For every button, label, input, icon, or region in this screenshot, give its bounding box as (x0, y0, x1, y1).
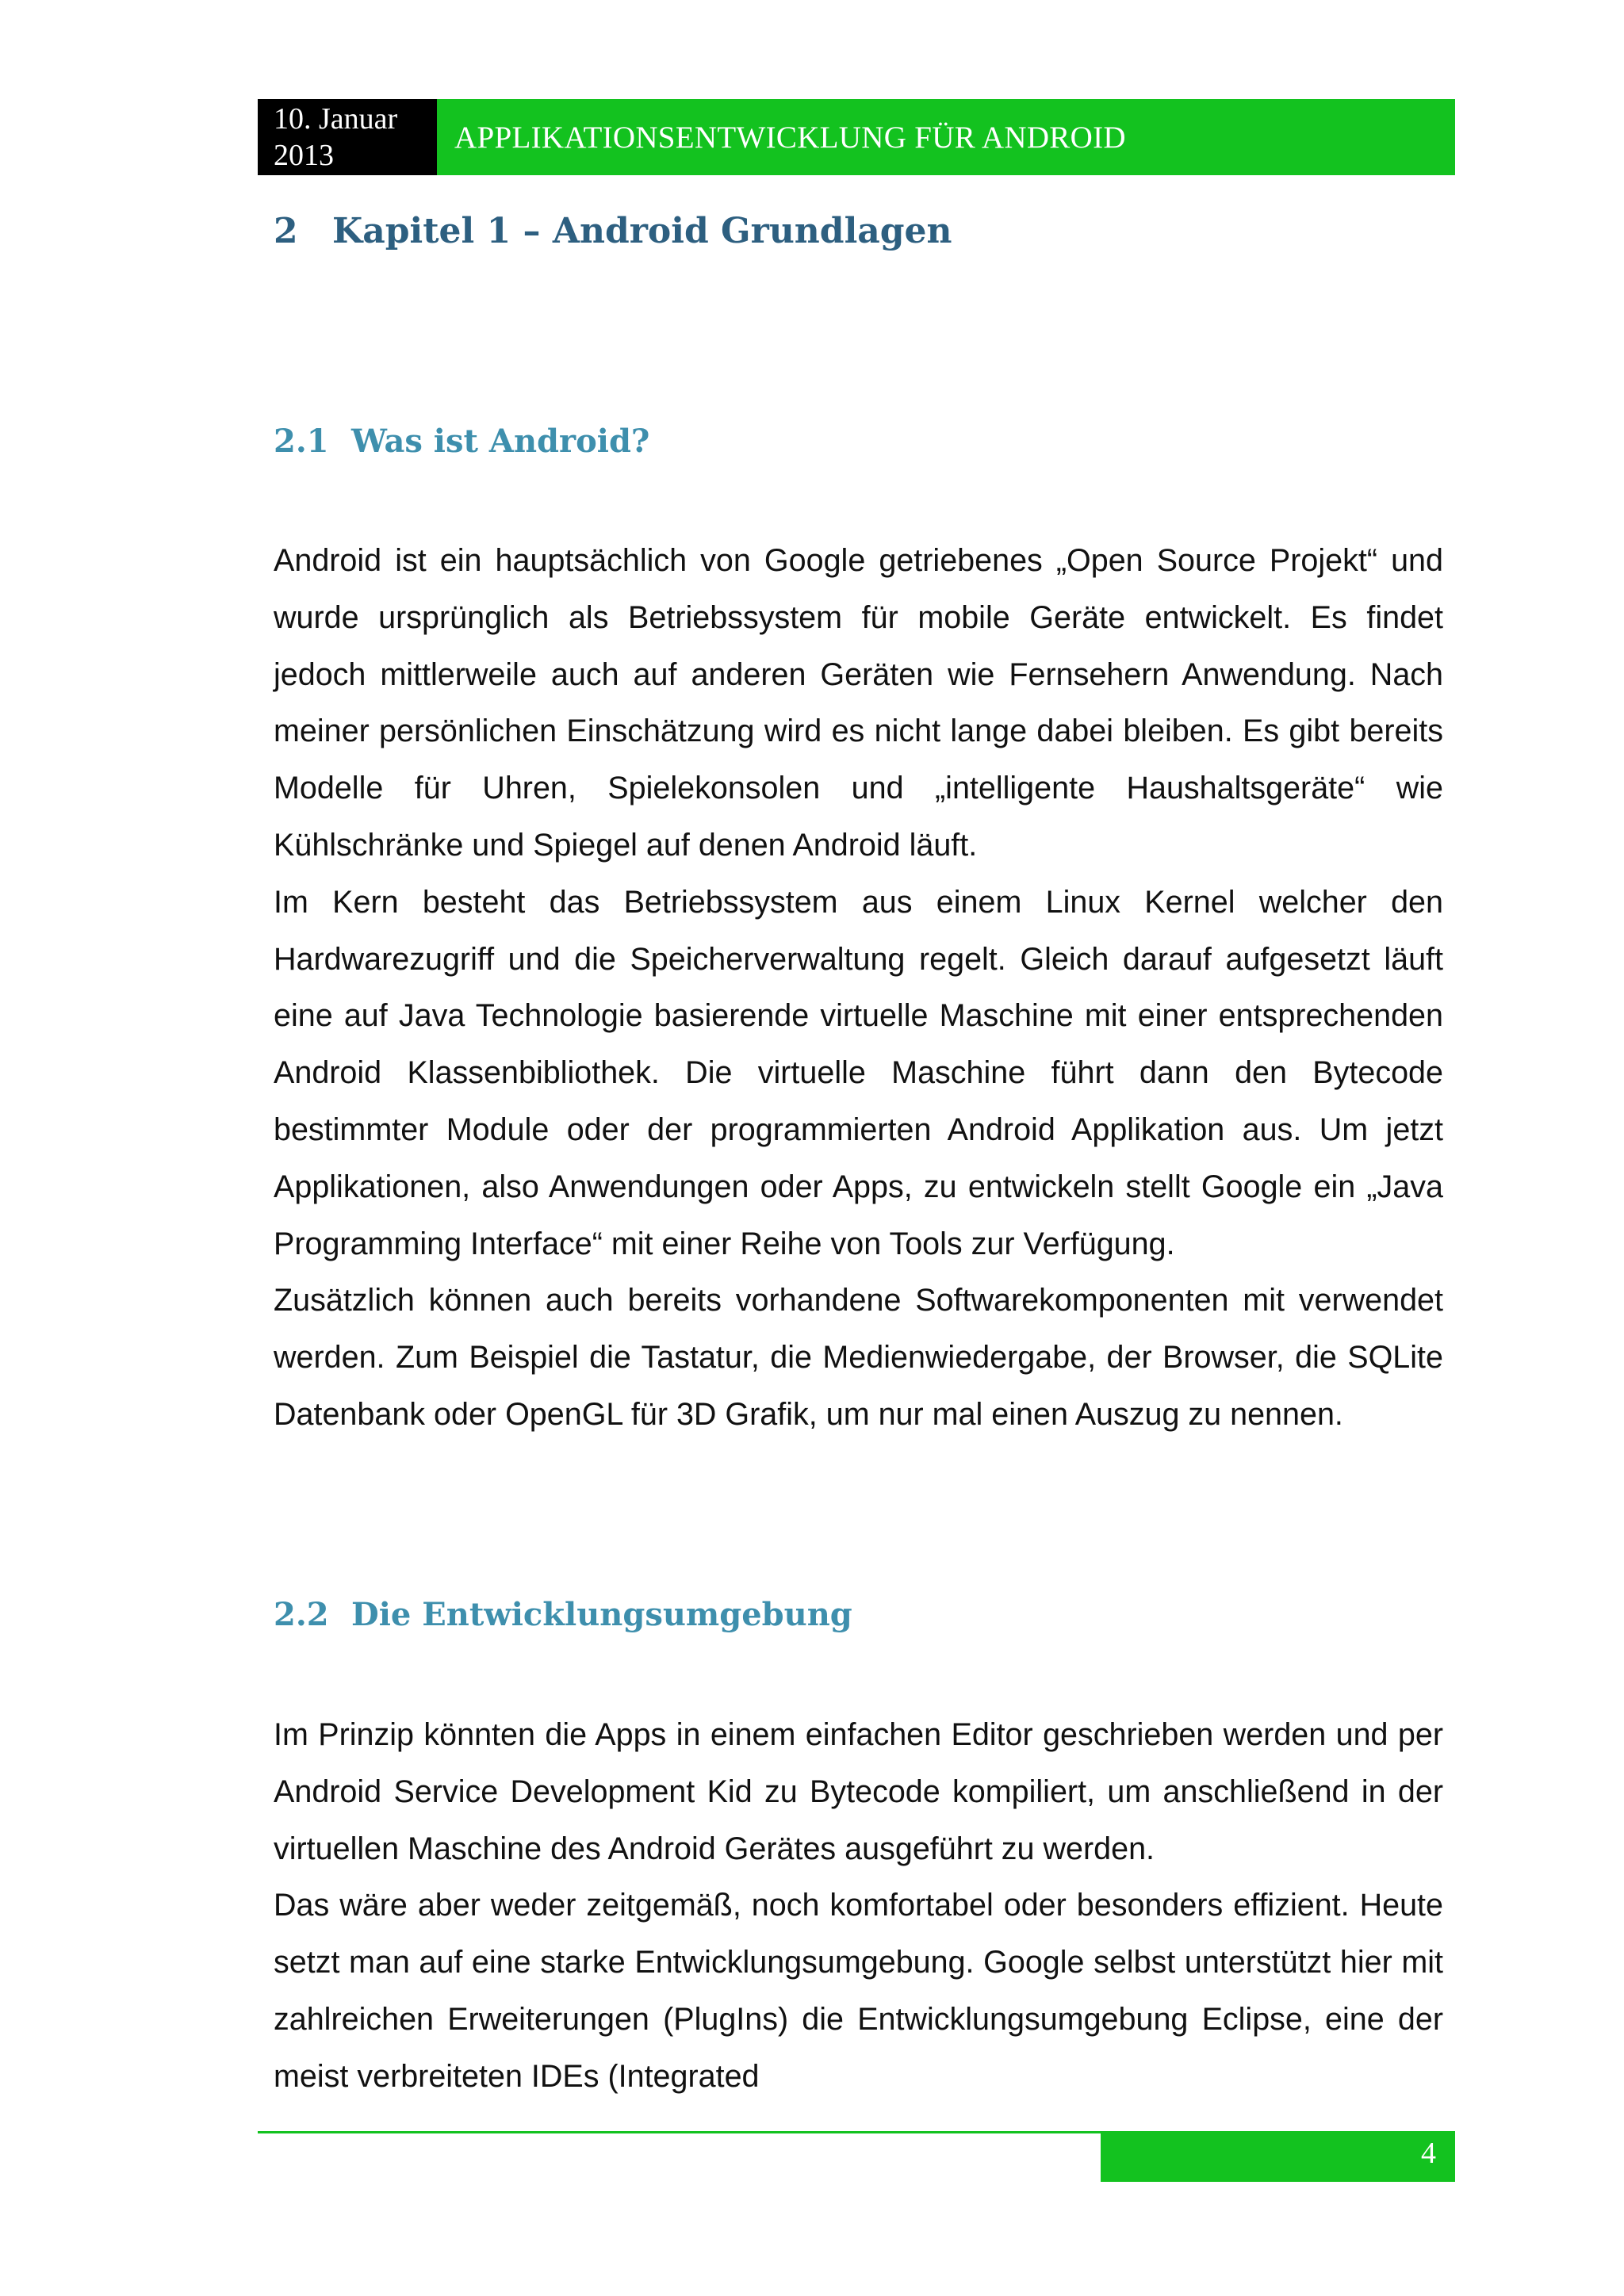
section-body-2-1 (274, 533, 1443, 1444)
footer-page-box (1101, 2131, 1455, 2182)
header-date (258, 99, 437, 175)
section-heading-2-2 (274, 1596, 852, 1633)
paragraph: Android ist ein hauptsächlich von Google getriebenes „Open Source Projekt“ und wurde ursprünglich als Betriebssystem für mobile Geräte entwickelt. Es findet jedoch mittlerweile auch auf anderen Geräten wie Fernsehern Anwendung. Nach meiner persönlichen Einschätzung wird es nicht lange dabei bleiben. Es gibt bereits Modelle für Uhren, Spielekonsolen und „intelligente Haushaltsgeräte“ wie Kühlschränke und Spiegel auf denen Android läuft. (274, 543, 1443, 863)
paragraph: Im Kern besteht das Betriebssystem aus einem Linux Kernel welcher den Hardwarezugriff und die Speicherverwaltung regelt. Gleich darauf aufgesetzt läuft eine auf Java Technologie basierende virtuelle Maschine mit einer entsprechenden Android Klassenbibliothek. Die virtuelle Maschine führt dann den Bytecode bestimmter Module oder der programmierten Android Applikation aus. Um jetzt Applikationen, also Anwendungen oder Apps, zu entwickeln stellt Google ein „Java Programming Interface“ mit einer Reihe von Tools zur Verfügung. (274, 884, 1443, 1261)
section-body-2-2 (274, 1707, 1443, 2106)
chapter-heading (274, 211, 952, 251)
chapter-number: 2 (274, 211, 298, 251)
paragraph: Zusätzlich können auch bereits vorhandene Softwarekomponenten mit verwendet werden. Zum Beispiel die Tastatur, die Medienwiedergabe, der Browser, die SQLite Datenbank oder OpenGL für 3D Grafik, um nur mal einen Auszug zu nennen. (274, 1283, 1443, 1432)
section-number: 2.1 (274, 423, 329, 460)
chapter-title: Kapitel 1 – Android Grundlagen (332, 211, 952, 251)
page-number: 4 (1421, 2137, 1436, 2170)
header-title-bar (437, 99, 1455, 175)
header-title: APPLIKATIONSENTWICKLUNG FÜR ANDROID (454, 120, 1126, 155)
paragraph: Das wäre aber weder zeitgemäß, noch komfortabel oder besonders effizient. Heute setzt man auf eine starke Entwicklungsumgebung. Google selbst unterstützt hier mit zahlreichen Erweiterungen (PlugIns) die Entwicklungsumgebung Eclipse, eine der meist verbreiteten IDEs (Integrated (274, 1888, 1443, 2094)
section-title: Was ist Android? (351, 423, 650, 460)
section-number: 2.2 (274, 1596, 329, 1633)
paragraph: Im Prinzip könnten die Apps in einem einfachen Editor geschrieben werden und per Android Service Development Kid zu Bytecode kompiliert, um anschließend in der virtuellen Maschine des Android Gerätes ausgeführt zu werden. (274, 1717, 1443, 1866)
section-title: Die Entwicklungsumgebung (351, 1596, 852, 1633)
section-heading-2-1 (274, 423, 649, 460)
header-date-year: 2013 (274, 139, 334, 172)
header-date-day: 10. Januar (274, 102, 398, 136)
